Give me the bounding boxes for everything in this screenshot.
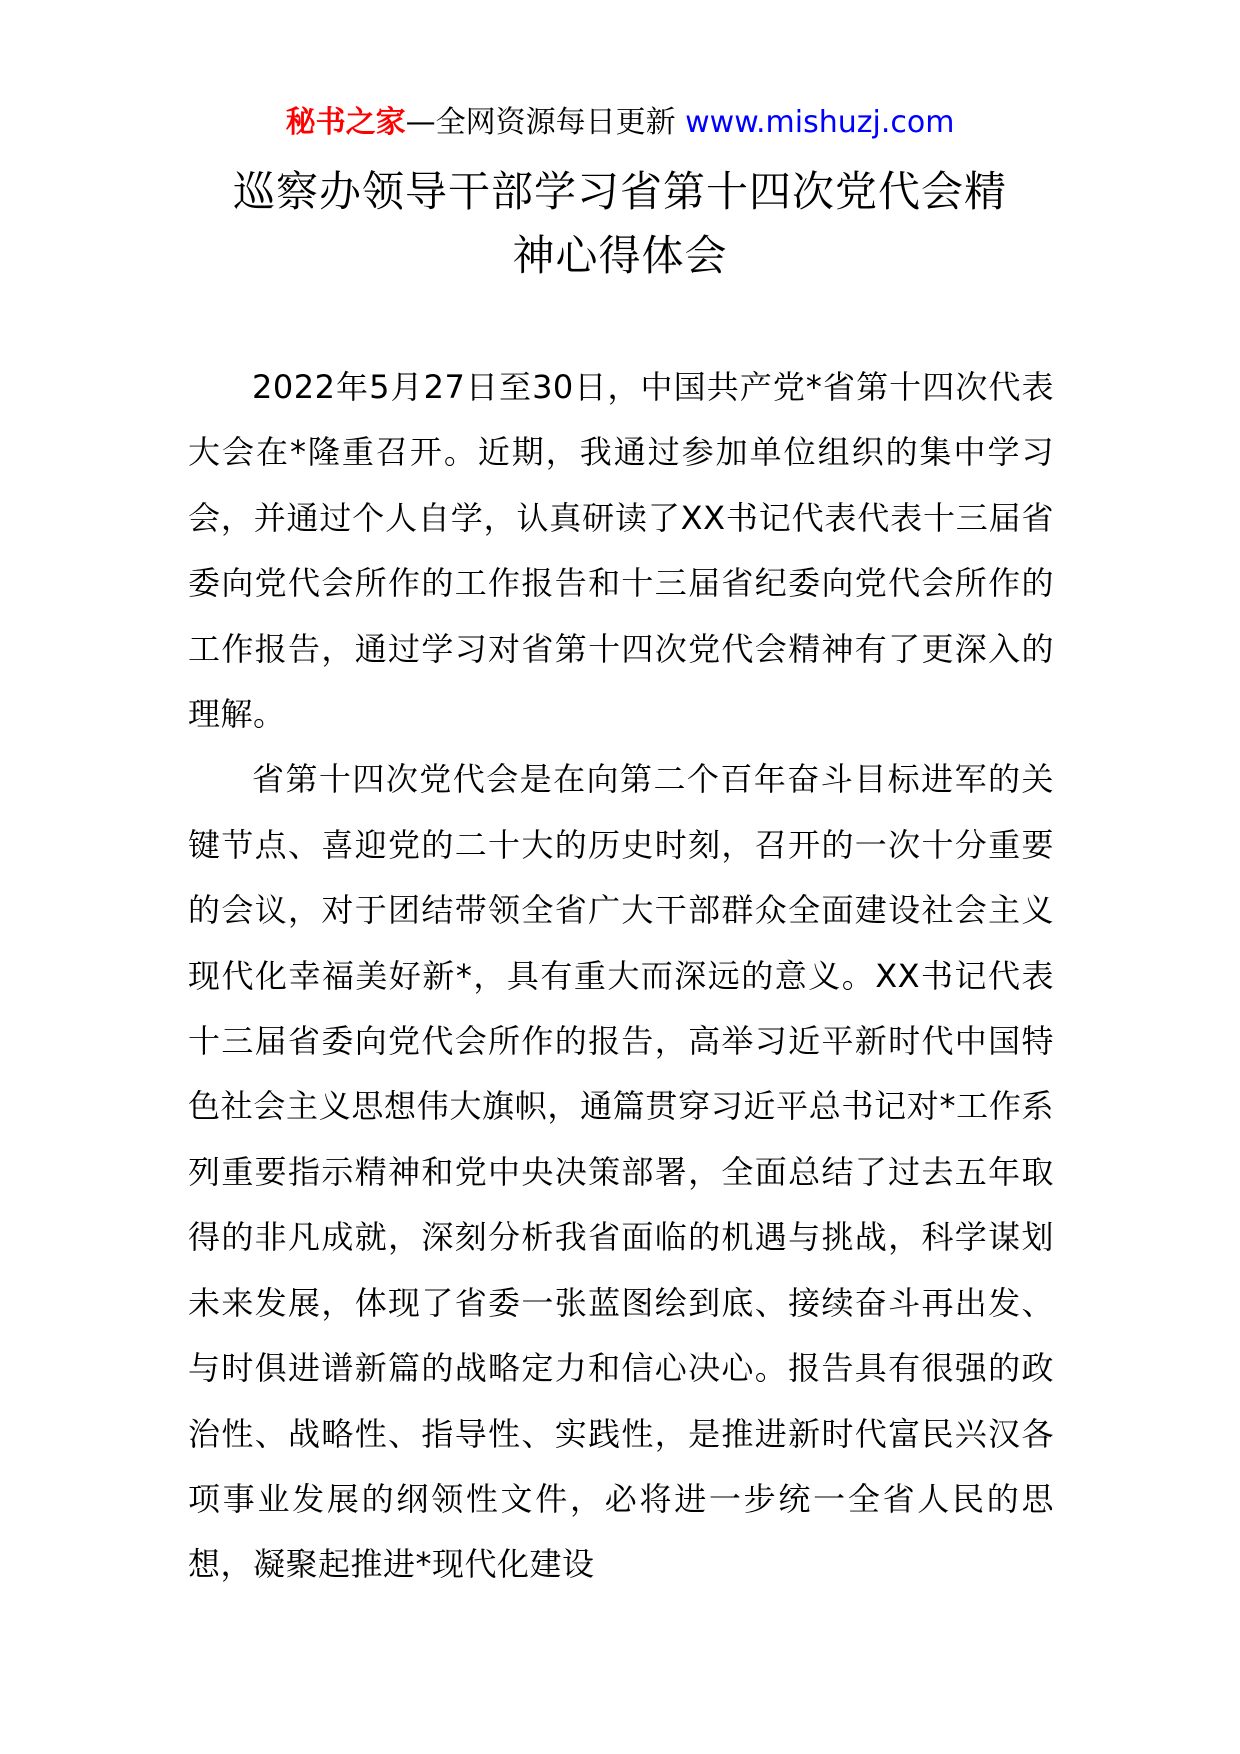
brand-name: 秘书之家: [285, 105, 406, 140]
source-header: [0, 101, 1240, 145]
title-line-1: 巡察办领导干部学习省第十四次党代会精: [232, 167, 1007, 216]
paragraph-1: 2022年5月27日至30日，中国共产党*省第十四次代表大会在*隆重召开。近期，我通过参加单位组织的集中学习会，并通过个人自学，认真研读了XX书记代表代表十三届省委向党代会所作的工作报告和十三届省纪委向党代会所作的工作报告，通过学习对省第十四次党代会精神有了更深入的理解。: [188, 368, 1054, 734]
title-line-2: 神心得体会: [512, 231, 728, 280]
paragraph-2: 省第十四次党代会是在向第二个百年奋斗目标进军的关键节点、喜迎党的二十大的历史时刻，召开的一次十分重要的会议，对于团结带领全省广大干部群众全面建设社会主义现代化幸福美好新*，具有重大而深远的意义。XX书记代表十三届省委向党代会所作的报告，高举习近平新时代中国特色社会主义思想伟大旗帜，通篇贯穿习近平总书记对*工作系列重要指示精神和党中央决策部署，全面总结了过去五年取得的非凡成就，深刻分析我省面临的机遇与挑战，科学谋划未来发展，体现了省委一张蓝图绘到底、接续奋斗再出发、与时俱进谱新篇的战略定力和信心决心。报告具有很强的政治性、战略性、指导性、实践性，是推进新时代富民兴汉各项事业发展的纲领性文件，必将进一步统一全省人民的思想，凝聚起推进*现代化建设: [188, 760, 1054, 1584]
header-tagline: —全网资源每日更新: [405, 105, 686, 140]
site-url-link[interactable]: www.mishuzj.com: [685, 105, 955, 140]
document-body: [188, 355, 1054, 1598]
document-title: [190, 160, 1050, 288]
